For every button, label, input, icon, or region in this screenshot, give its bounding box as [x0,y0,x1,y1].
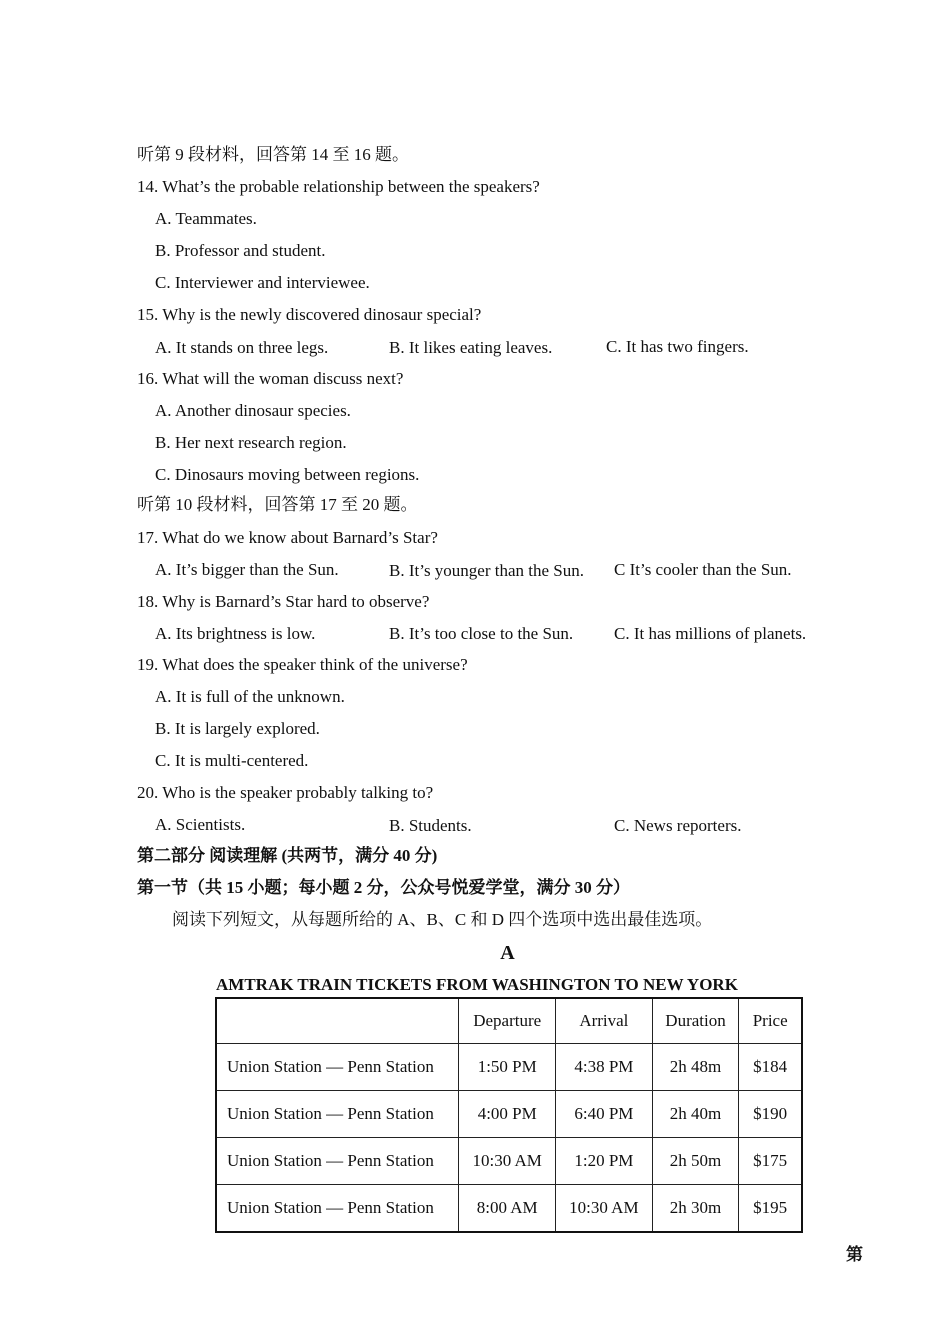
q15-option-b: B. It likes eating leaves. [389,338,553,357]
part-2-title: 第二部分 阅读理解 (共两节，满分 40 分) [137,846,438,865]
departure-cell: 8:00 AM [459,1185,556,1233]
q14-option-b: B. Professor and student. [155,241,326,260]
passage-label: A [500,942,515,964]
table-title: AMTRAK TRAIN TICKETS FROM WASHINGTON TO NEW YORK [216,975,738,994]
q14-option-c: C. Interviewer and interviewee. [155,273,370,292]
arrival-cell: 10:30 AM [556,1185,653,1233]
arrival-cell: 6:40 PM [556,1091,653,1138]
q18-option-c: C. It has millions of planets. [614,624,807,643]
q20-option-b: B. Students. [389,816,472,835]
listening-section-10-header: 听第 10 段材料，回答第 17 至 20 题。 [137,495,418,514]
q19-option-a: A. It is full of the unknown. [155,687,345,706]
q16-option-a: A. Another dinosaur species. [155,401,351,420]
q15-option-c: C. It has two fingers. [606,337,749,356]
route-cell: Union Station — Penn Station [216,1044,459,1091]
table-row [216,1044,802,1091]
duration-cell: 2h 48m [652,1044,739,1091]
table-header-row [216,998,802,1044]
duration-cell: 2h 30m [652,1185,739,1233]
q14-option-a: A. Teammates. [155,209,257,228]
reading-instruction: 阅读下列短文，从每题所给的 A、B、C 和 D 四个选项中选出最佳选项。 [172,910,713,929]
q16-option-c: C. Dinosaurs moving between regions. [155,465,420,484]
table-row [216,1185,802,1233]
question-16: 16. What will the woman discuss next? [137,369,404,388]
question-15: 15. Why is the newly discovered dinosaur special? [137,305,482,324]
arrival-cell: 4:38 PM [556,1044,653,1091]
q19-option-b: B. It is largely explored. [155,719,320,738]
price-cell: $195 [739,1185,802,1233]
q17-option-a: A. It’s bigger than the Sun. [155,560,339,579]
duration-cell: 2h 40m [652,1091,739,1138]
question-20: 20. Who is the speaker probably talking to? [137,783,434,802]
q17-option-c: C It’s cooler than the Sun. [614,560,792,579]
price-cell: $175 [739,1138,802,1185]
q20-option-a: A. Scientists. [155,815,246,834]
table-row [216,1091,802,1138]
listening-section-9-header: 听第 9 段材料，回答第 14 至 16 题。 [137,145,409,164]
header-cell-arrival: Arrival [556,998,653,1044]
route-cell: Union Station — Penn Station [216,1138,459,1185]
departure-cell: 4:00 PM [459,1091,556,1138]
q17-option-b: B. It’s younger than the Sun. [389,561,585,580]
q18-option-a: A. Its brightness is low. [155,624,316,643]
question-17: 17. What do we know about Barnard’s Star? [137,528,438,547]
question-19: 19. What does the speaker think of the universe? [137,655,468,674]
header-cell-departure: Departure [459,998,556,1044]
train-tickets-table [215,997,803,1233]
price-cell: $190 [739,1091,802,1138]
departure-cell: 10:30 AM [459,1138,556,1185]
q19-option-c: C. It is multi-centered. [155,751,309,770]
question-18: 18. Why is Barnard’s Star hard to observe? [137,592,430,611]
table-row [216,1138,802,1185]
section-1-title: 第一节（共 15 小题；每小题 2 分，公众号悦爱学堂，满分 30 分） [137,878,630,897]
price-cell: $184 [739,1044,802,1091]
route-cell: Union Station — Penn Station [216,1091,459,1138]
departure-cell: 1:50 PM [459,1044,556,1091]
page-number: 第 [846,1245,863,1264]
q16-option-b: B. Her next research region. [155,433,347,452]
duration-cell: 2h 50m [652,1138,739,1185]
header-cell-price: Price [739,998,802,1044]
route-cell: Union Station — Penn Station [216,1185,459,1233]
q20-option-c: C. News reporters. [614,816,742,835]
arrival-cell: 1:20 PM [556,1138,653,1185]
question-14: 14. What’s the probable relationship between the speakers? [137,177,540,196]
header-cell-duration: Duration [652,998,739,1044]
header-cell-route [216,998,459,1044]
q18-option-b: B. It’s too close to the Sun. [389,624,574,643]
q15-option-a: A. It stands on three legs. [155,338,329,357]
